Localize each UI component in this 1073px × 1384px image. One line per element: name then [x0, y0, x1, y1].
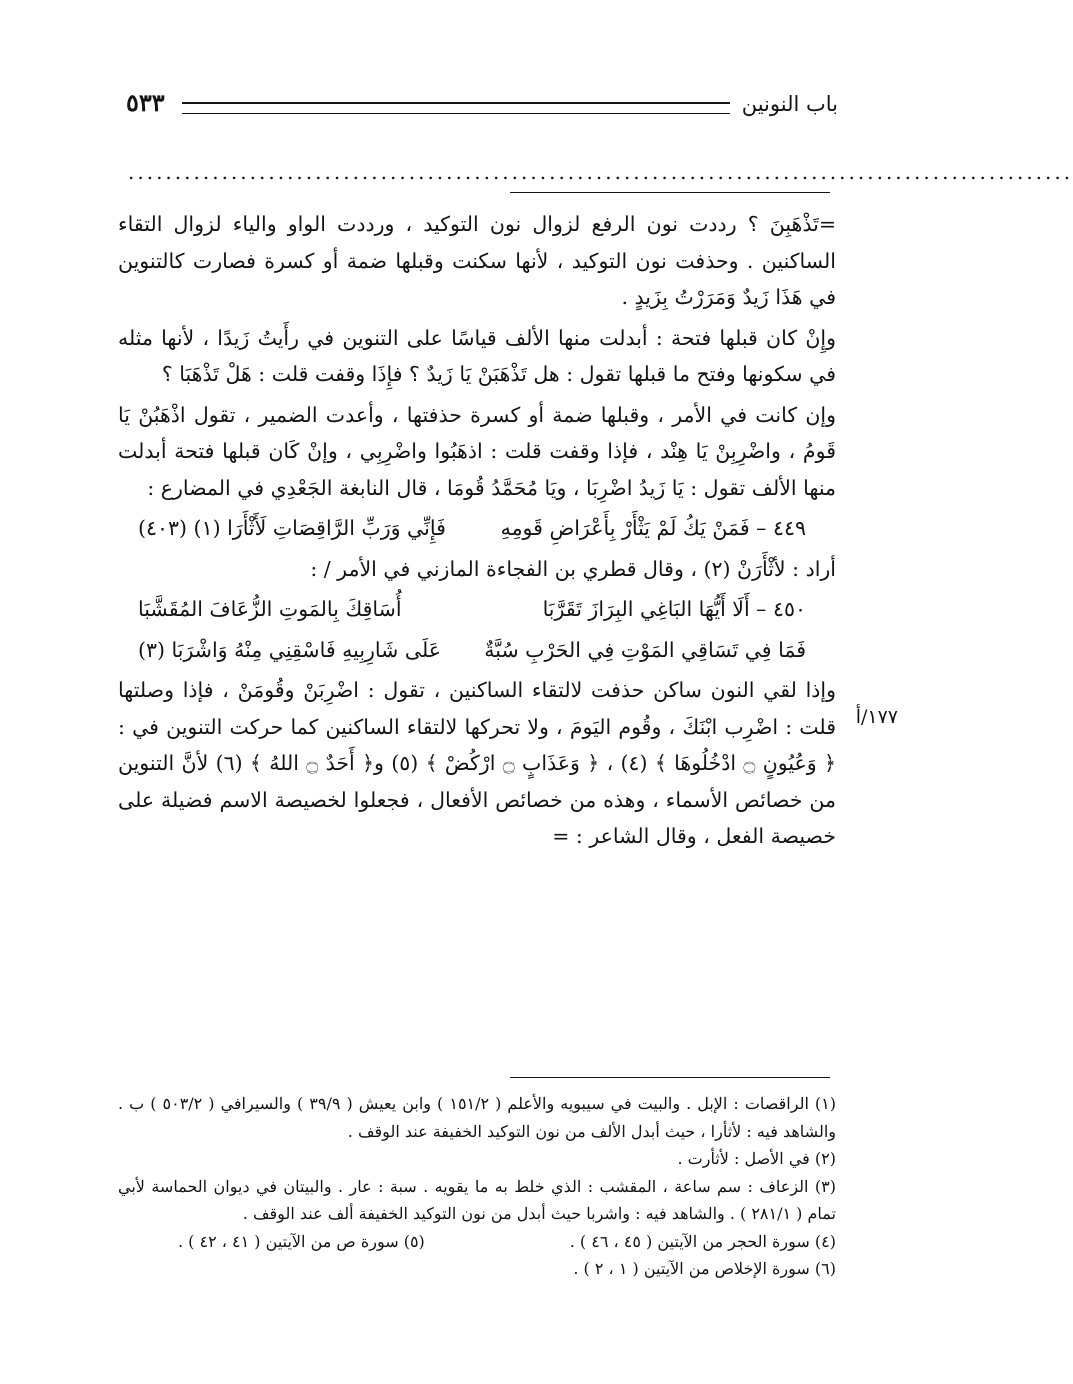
paragraph: أراد : لأثْأَرَنْ (٢) ، وقال قطري بن الفجاءة المازني في الأمر / :: [310, 556, 836, 581]
footnotes: [118, 1090, 836, 1283]
verse-449: [118, 510, 836, 547]
verse-hemistich: فَمَا فِي تَسَاقِي المَوْتِ فِي الحَرْبِ سُبَّةٌ: [484, 637, 806, 662]
footnote: (١) الراقصات : الإبل . والبيت في سيبويه والأعلم ( ١٥١/٢ ) وابن يعيش ( ٣٩/٩ ) والسيرافي ( ٥٠٣/٢ ) ب . والشاهد فيه : لأثأرا ، حيث أبدل الألف من نون التوكيد الخفيفة عند الوقف .: [118, 1094, 837, 1141]
verse-hemistich: فَإِنِّي وَرَبِّ الرَّاقِصَاتِ لَأَثْأَرَا (١) (٤٠٣): [138, 516, 446, 540]
running-head: باب النونين: [741, 92, 838, 116]
paragraph: وإن كانت في الأمر ، وقبلها ضمة أو كسرة حذفتها ، وأعدت الضمير ، تقول اذْهَبُنْ يَا قَومُ ، واضْرِبِنْ يَا هِنْد ، فإذا وقفت قلت : اذهَبُوا واضْرِبِي ، وإنْ كَان قبلها فتحة أبدلت منها الألف تقول : يَا زَيدُ اضْرِبَا ، ويَا مُحَمَّدُ قُومَا ، قال النابغة الجَعْدِي في المضارع :: [118, 402, 836, 500]
header-double-rule: [182, 102, 730, 114]
top-short-rule: [510, 192, 830, 193]
footnote: (٥) سورة ص من الآيتين ( ٤١ ، ٤٢ ) .: [178, 1231, 425, 1251]
verse-hemistich: عَلَى شَارِبِيهِ فَاسْقِنِي مِنْهُ وَاشْرَبَا (٣): [138, 637, 441, 662]
paragraph: وإِنْ كان قبلها فتحة : أبدلت منها الألف قياسًا على التنوين في رأَيتُ زَيدًا ، لأنها مثله في سكونها وفتح ما قبلها تقول : هل تَذْهَبَنْ يَا زَيدٌ ؟ فإِذَا وقفت قلت : هَلْ تَذْهَبَا ؟: [118, 325, 836, 386]
footnote-rule: [510, 1077, 830, 1078]
page-number: ٥٣٣: [126, 88, 165, 117]
footnote: (٤) سورة الحجر من الآيتين ( ٤٥ ، ٤٦ ) .: [569, 1231, 836, 1251]
verse-450-line1: [118, 591, 836, 628]
footnote-row: [118, 1228, 836, 1256]
verse-hemistich: أُسَاقِكَ بِالمَوتِ الزُّعَافَ المُقَشَّبَا: [138, 597, 402, 621]
dotted-separator: .....................................................................................................: [128, 160, 1073, 184]
main-text: [118, 206, 836, 859]
verse-hemistich: ٤٤٩ – فَمَنْ يَكُ لَمْ يَثْأَرْ بِأَعْرَاضِ قَومِهِ: [500, 516, 806, 540]
verse-450-line2: [118, 632, 836, 669]
footnote: (٢) في الأصل : لأثأرت .: [677, 1149, 836, 1168]
footnote: (٦) سورة الإخلاص من الآيتين ( ١ ، ٢ ) .: [573, 1259, 836, 1278]
verse-hemistich: ٤٥٠ – أَلَا أَيُّهَا البَاغِي البِرَازَ تَقَرَّبَا: [542, 597, 806, 621]
footnote: (٣) الزعاف : سم ساعة ، المقشب : الذي خلط به ما يقويه . سبة : عار . والبيتان في ديوان الحماسة لأبي تمام ( ٢٨١/١ ) . والشاهد فيه : واشربا حيث أبدل من نون التوكيد الخفيفة ألف عند الوقف .: [118, 1176, 836, 1223]
paragraph: =تَذْهَبِنَ ؟ رددت نون الرفع لزوال نون التوكيد ، ورددت الواو والياء لزوال التقاء الساكنين . وحذفت نون التوكيد ، لأنها سكنت وقبلها ضمة أو كسرة فصارت كالتنوين في هَذَا زَيدٌ وَمَرَرْتُ بِزَيدٍ .: [118, 212, 836, 309]
margin-folio-note: ١٧٧/أ: [855, 706, 898, 728]
paragraph: وإذا لقي النون ساكن حذفت لالتقاء الساكنين ، تقول : اضْرِبَنْ وقُومَنْ ، فإذا وصلتها قلت : اضْرِب ابْنَكَ ، وقُوم اليَومَ ، ولا تحركها لالتقاء الساكنين كما حركت التنوين في : ﴿ وَعُيُونٍ ۝ ادْخُلُوهَا ﴾ (٤) ، ﴿ وَعَذَابٍ ۝ ارْكُضْ ﴾ (٥) و﴿ أَحَدٌ ۝ اللهُ ﴾ (٦) لأنَّ التنوين من خصائص الأسماء ، وهذه من خصائص الأفعال ، فجعلوا لخصيصة الاسم فضيلة على خصيصة الفعل ، وقال الشاعر : =: [118, 678, 837, 848]
